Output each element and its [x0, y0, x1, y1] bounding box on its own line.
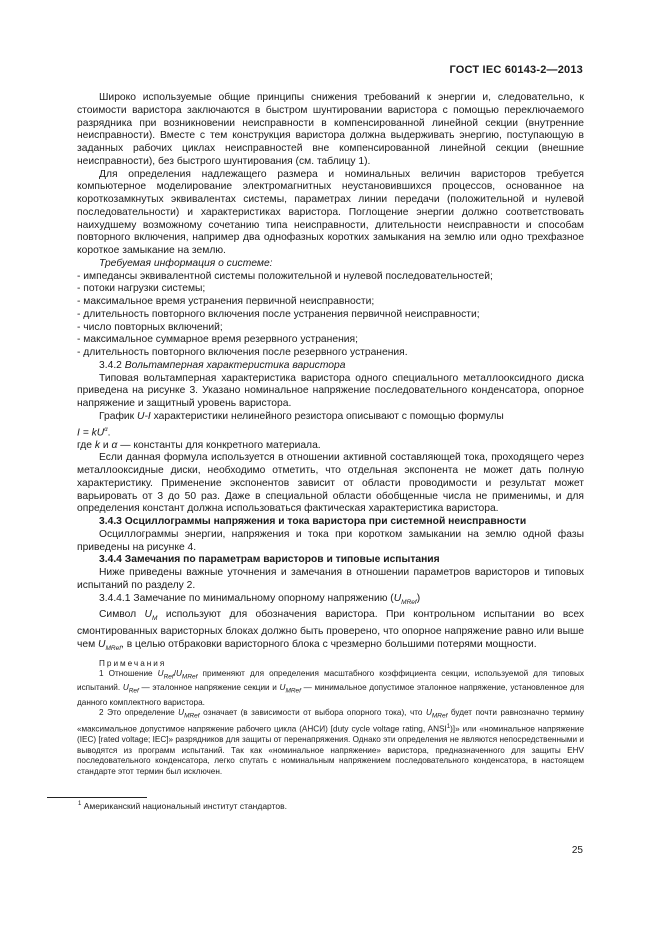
- page-number: 25: [571, 845, 583, 856]
- required-info-title: Требуемая информация о системе:: [99, 257, 273, 269]
- footnote-ref: 1: [446, 724, 451, 731]
- section-heading-3-4-4: 3.4.4 Замечания по параметрам варисторов и типовые испытания: [99, 554, 440, 566]
- list-item: - длительность повторного включения после устранения первичной неисправности;: [77, 308, 480, 320]
- formula-exponent: α: [104, 426, 108, 433]
- note-1: 1 Отношение $U_{Ref}/U_{MRef}$ применяют для определения масштабного коэффициента секции, используемой для типовых испытаний. $U_{Ref}$ — эталонное напряжение секции и $U_{MRef}$ — минимальное допустимое эталонное напряжение, установленное для данного комплектного варистора.: [77, 669, 584, 707]
- section-heading-3-4-4-1: 3.4.4.1 Замечание по минимальному опорному напряжению $(U_{MRef})$: [99, 592, 421, 606]
- section-heading-3-4-3: 3.4.3 Осциллограммы напряжения и тока варистора при системной неисправности: [99, 516, 527, 528]
- paragraph: График U-I характеристики нелинейного резистора описывают с помощью формулы: [99, 410, 504, 422]
- standard-header: ГОСТ IEC 60143-2—2013: [449, 64, 583, 76]
- ui-symbol: U-I: [137, 410, 151, 422]
- notes-heading: Примечания: [99, 658, 167, 668]
- paragraph: Если данная формула используется в отношении активной составляющей тока, проходящего через металлооксидные диски, необходимо отметить, что отдельная экспонента не может дать полную характеристику. Применение экспонентов зависит от области проводимости и результат может варьировать от 3 до 50 раз. Даже в специальной области обобщенные числа не применимы, и для определения констант должна использоваться фактическая характеристика варистора.: [77, 452, 584, 515]
- section-title: Вольтамперная характеристика варистора: [124, 359, 346, 371]
- list-item: - число повторных включений;: [77, 321, 223, 333]
- footnote-mark: 1: [78, 801, 82, 808]
- paragraph: Осциллограммы энергии, напряжения и тока при коротком замыкании на землю одной фазы приведены на рисунке 4.: [77, 528, 584, 553]
- paragraph: Типовая вольтамперная характеристика варистора одного специального металлооксидного диска приведена на рисунке 3. Указано номинальное напряжение последовательного конденсатора, опорное напряжение и защитный уровень варистора.: [77, 372, 584, 409]
- footnote-divider: [47, 797, 147, 798]
- paragraph: Широко используемые общие принципы снижения требований к энергии и, следовательно, к стоимости варистора заключаются в быстром шунтировании варистора с помощью переключаемого разрядника при возникновении неисправности в компенсированной линейной секции (внутренние неисправности). Вместе с тем конструкция варистора должна выдерживать энергию, поступающую в заданных рабочих циклах неисправностей вне компенсированной линейной секции (внешние неисправности), без быстрого шунтирования (см. таблицу 1).: [77, 92, 584, 167]
- notes-block: [77, 659, 584, 778]
- list-item: - потоки нагрузки системы;: [77, 283, 206, 295]
- list-item: - максимальное время устранения первичной неисправности;: [77, 296, 375, 307]
- formula-base: I = kU: [77, 426, 105, 438]
- formula: $I = kU^\alpha$.: [77, 426, 111, 438]
- section-heading-3-4-2: [77, 360, 584, 373]
- paragraph: Ниже приведены важные уточнения и замечания в отношении параметров варисторов и типовых испытаний по разделу 2.: [77, 567, 584, 591]
- list-item: - импедансы эквивалентной системы положительной и нулевой последовательностей;: [77, 270, 493, 282]
- paragraph-where: где k и α — константы для конкретного материала.: [77, 439, 321, 451]
- list-item: - длительность повторного включения после резервного устранения.: [77, 347, 408, 358]
- note-2: 2 Это определение $U_{MRef}$ означает (в зависимости от выбора опорного тока), что $U_{MRef}$ будет почти равнозначно термину «максимальное допустимое напряжение рабочего цикла (АНСИ) [duty cycle voltage rating, ANSI$^1$)]» или «номинальное напряжение (IEC) [rated voltage; IEC]» разрядников для защиты от перенапряжения. Однако эти определения не являются непосредственными и выводятся из программ испытаний. Так как «номинальное напряжение» варистора, предназначенного для защиты EHV последовательного конденсатора, легко спутать с номинальным напряжением последовательного конденсатора, в настоящем стандарте этот термин был исключен.: [77, 708, 584, 776]
- section-number: 3.4.2: [99, 359, 122, 371]
- list-item: - максимальное суммарное время резервного устранения;: [77, 334, 358, 346]
- paragraph: Символ $U_M$ используют для обозначения варистора. При контрольном испытании во всех смонтированных варисторных блоках должно быть проверено, что опорное напряжение равно или выше чем $U_{MRef}$, в целью отбраковки варисторного блока с чрезмерно большими потерями мощности.: [77, 609, 584, 653]
- main-content: [77, 92, 584, 777]
- footnote: [78, 801, 287, 811]
- footnote-text: Американский национальный институт стандартов.: [83, 801, 288, 811]
- paragraph: Для определения надлежащего размера и номинальных величин варисторов требуется компьютерное моделирование электромагнитных неустановившихся процессов, основанное на короткозамкнутых эквивалентах системы, параметрах линии передачи (положительной и нулевой последовательности) и характеристиках варистора. Поглощение энергии должно соответствовать наихудшему возможному сочетанию типа неисправности, длительности неисправности и способам повторного включения, например два однофазных коротких замыкания на землю или одно трехфазное короткое замыкание на землю.: [77, 168, 584, 256]
